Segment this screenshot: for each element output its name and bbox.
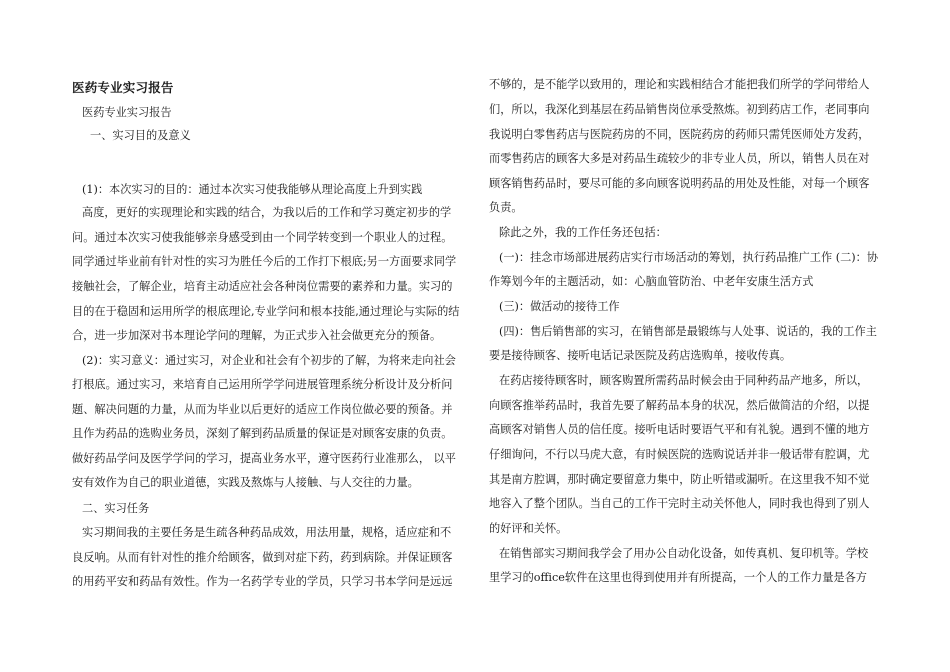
- paragraph-line: 打根底。通过实习，来培育自己运用所学学问进展管理系统分析设计及分析问: [72, 378, 453, 391]
- paragraph-line: (四)：售后销售部的实习，在销售部是最锻练与人处事、说话的，我的工作主: [499, 325, 877, 338]
- paragraph-line: 除此之外，我的工作任务还包括：: [499, 226, 667, 239]
- paragraph-line: 安有效作为自己的职业道德，实践及熬炼与人接触、与人交往的力量。: [72, 476, 419, 489]
- paragraph-line: 高顾客对销售人员的信任度。接听电话时要语气平和有礼貌。遇到不懂的地方: [489, 423, 870, 436]
- paragraph-line: 的用药平安和药品有效性。作为一名药学专业的学员，只学习书本学问是远远: [72, 575, 453, 588]
- paragraph-line: 作筹划今年的主题活动，如：心脑血管防治、中老年安康生活方式: [489, 275, 814, 288]
- paragraph-line: 地容入了整个团队。当自己的工作干完时主动关怀他人，同时我也得到了别人: [489, 497, 870, 510]
- paragraph-line: 做好药品学问及医学学问的学习，提高业务水平，遵守医药行业准那么， 以平: [72, 452, 456, 465]
- paragraph-line: (1)：本次实习的目的：通过本次实习使我能够从理论高度上升到实践: [82, 183, 423, 196]
- paragraph-line: 良反响。从而有针对性的推介给顾客，做到对症下药，药到病除。并保证顾客: [72, 551, 453, 564]
- paragraph-line: 在销售部实习期间我学会了用办公自动化设备，如传真机、复印机等。学校: [499, 547, 869, 560]
- section-heading: 二、实习任务: [82, 502, 150, 515]
- paragraph-line: 里学习的office软件在这里也得到使用并有所提高，一个人的工作力量是各方: [489, 571, 867, 584]
- paragraph-line: 其是南方腔调，那时确定要留意力集中，防止听错或漏听。在这里我不知不觉: [489, 473, 870, 486]
- paragraph-line: 同学通过毕业前有针对性的实习为胜任今后的工作打下根底;另一方面要求同学: [72, 255, 457, 268]
- paragraph-line: 向顾客推举药品时，我首先要了解药品本身的状况，然后做简洁的介绍，以提: [489, 399, 870, 412]
- paragraph-line: 医药专业实习报告: [82, 106, 172, 119]
- paragraph-line: 合，进一步加深对书本理论学问的理解，为正式步入社会做更充分的预备。: [72, 329, 442, 342]
- paragraph-line: 而零售药店的顾客大多是对药品生疏较少的非专业人员，所以，销售人员在对: [489, 152, 870, 165]
- paragraph-line: 实习期间我的主要任务是生疏各种药品成效，用法用量，规格，适应症和不: [82, 526, 452, 539]
- paragraph-line: 仔细询问，不行以马虎大意，有时候医院的选购说话并非一般话带有腔调，尤: [489, 448, 870, 461]
- paragraph-line: 负责。: [489, 201, 523, 214]
- paragraph-line: (一)：挂念市场部进展药店实行市场活动的筹划，执行药品推广工作 (二)：协: [499, 251, 879, 264]
- paragraph-line: 接触社会，了解企业，培育主动适应社会各种岗位需要的素养和力量。实习的: [72, 280, 453, 293]
- paragraph-line: 高度，更好的实现理论和实践的结合，为我以后的工作和学习奠定初步的学: [82, 206, 452, 219]
- paragraph-line: 问。通过本次实习使我能够亲身感受到由一个同学转变到一个职业人的过程。: [72, 231, 453, 244]
- paragraph-line: (三)：做活动的接待工作: [499, 300, 620, 313]
- paragraph-line: 要是接待顾客、接听电话记录医院及药店选购单，接收传真。: [489, 349, 792, 362]
- paragraph-line: 在药店接待顾客时，顾客购置所需药品时候会由于同种药品产地多，所以，: [499, 374, 869, 387]
- paragraph-line: 的好评和关怀。: [489, 522, 568, 535]
- paragraph-line: 们，所以，我深化到基层在药品销售岗位承受熬炼。初到药店工作，老同事向: [489, 103, 870, 116]
- paragraph-line: 目的在于稳固和运用所学的根底理论,专业学问和根本技能,通过理论与实际的结: [72, 305, 460, 318]
- paragraph-line: 顾客销售药品时，要尽可能的多向顾客说明药品的用处及性能，对每一个顾客: [489, 177, 870, 190]
- document-title: 医药专业实习报告: [72, 80, 174, 95]
- paragraph-line: 且作为药品的选购业务员，深刻了解到药品质量的保证是对顾客安康的负责。: [72, 427, 453, 440]
- paragraph-line: (2)：实习意义：通过实习，对企业和社会有个初步的了解，为将来走向社会: [82, 354, 456, 367]
- paragraph-line: 题、解决问题的力量，从而为毕业以后更好的适应工作岗位做必要的预备。并: [72, 403, 453, 416]
- paragraph-line: 我说明白零售药店与医院药房的不同，医院药房的药师只需凭医师处方发药，: [489, 128, 870, 141]
- section-heading: 一、实习目的及意义: [90, 129, 191, 142]
- paragraph-line: 不够的，是不能学以致用的，理论和实践相结合才能把我们所学的学问带给人: [489, 78, 870, 91]
